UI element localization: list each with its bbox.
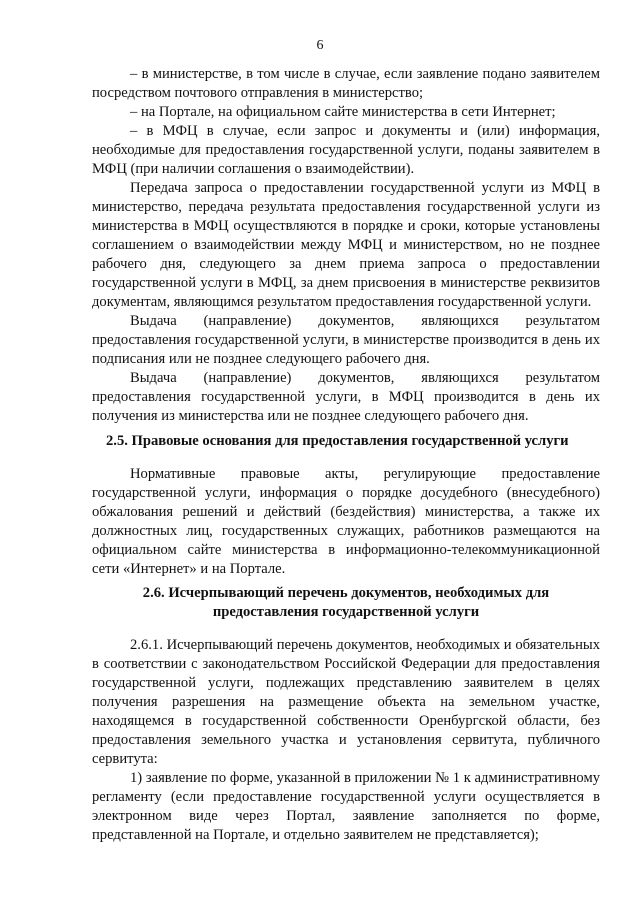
paragraph-transfer: Передача запроса о предоставлении государственной услуги из МФЦ в министерство, передача результата предоставления государственной услуги из министерства в МФЦ осуществляются в порядке и сроки, которые установлены соглашением о взаимодействии между МФЦ и министерством, но не позднее рабочего дня, следующего за днем приема запроса о предоставлении государственной услуги в МФЦ, за днем присвоения в министерстве реквизитов документам, являющимся результатом предоставления государственной услуги.	[92, 180, 600, 310]
paragraph-mfc: – в МФЦ в случае, если запрос и документы и (или) информация, необходимые для предоставления государственной услуги, поданы заявителем в МФЦ (при наличии соглашения о взаимодействии).	[92, 123, 600, 177]
section-2-4-tail	[92, 65, 600, 426]
paragraph-issue-ministry: Выдача (направление) документов, являющихся результатом предоставления государственной услуги, в министерстве производится в день их подписания или не позднее следующего рабочего дня.	[92, 313, 600, 367]
section-2-5-body	[92, 465, 600, 579]
heading-2-6-line2: предоставления государственной услуги	[212, 604, 480, 620]
paragraph-legal-acts: Нормативные правовые акты, регулирующие предоставление государственной услуги, информация о порядке досудебного (внесудебного) обжалования решений и действий (бездействия) министерства, а также их должностных лиц, государственных служащих, работников размещаются на официальном сайте министерства в информационно-телекоммуникационной сети «Интернет» и на Портале.	[92, 466, 600, 577]
heading-2-6-line1: 2.6. Исчерпывающий перечень документов, необходимых для	[142, 585, 550, 601]
paragraph-ministry: – в министерстве, в том числе в случае, если заявление подано заявителем посредством почтового отправления в министерство;	[92, 66, 600, 101]
heading-2-6	[92, 584, 600, 622]
page-number: 6	[316, 38, 324, 53]
paragraph-2-6-1: 2.6.1. Исчерпывающий перечень документов, необходимых и обязательных в соответствии с законодательством Российской Федерации для предоставления государственной услуги, подлежащих представлению заявителем в целях получения разрешения на размещение объекта на земельном участке, находящемся в государственной собственности Оренбургской области, без предоставления земельного участка и установления сервитута, публичного сервитута:	[92, 637, 600, 767]
paragraph-issue-mfc: Выдача (направление) документов, являющихся результатом предоставления государственной услуги, в МФЦ производится в день их получения из министерства или не позднее следующего рабочего дня.	[92, 370, 600, 424]
paragraph-item-1: 1) заявление по форме, указанной в приложении № 1 к административному регламенту (если предоставление государственной услуги осуществляется в электронном виде через Портал, заявление заполняется по форме, представленной на Портале, и отдельно заявителем не представляется);	[92, 770, 600, 843]
section-2-6-body	[92, 636, 600, 845]
paragraph-portal: – на Портале, на официальном сайте министерства в сети Интернет;	[130, 104, 556, 120]
heading-2-5: 2.5. Правовые основания для предоставления государственной услуги	[106, 433, 569, 449]
